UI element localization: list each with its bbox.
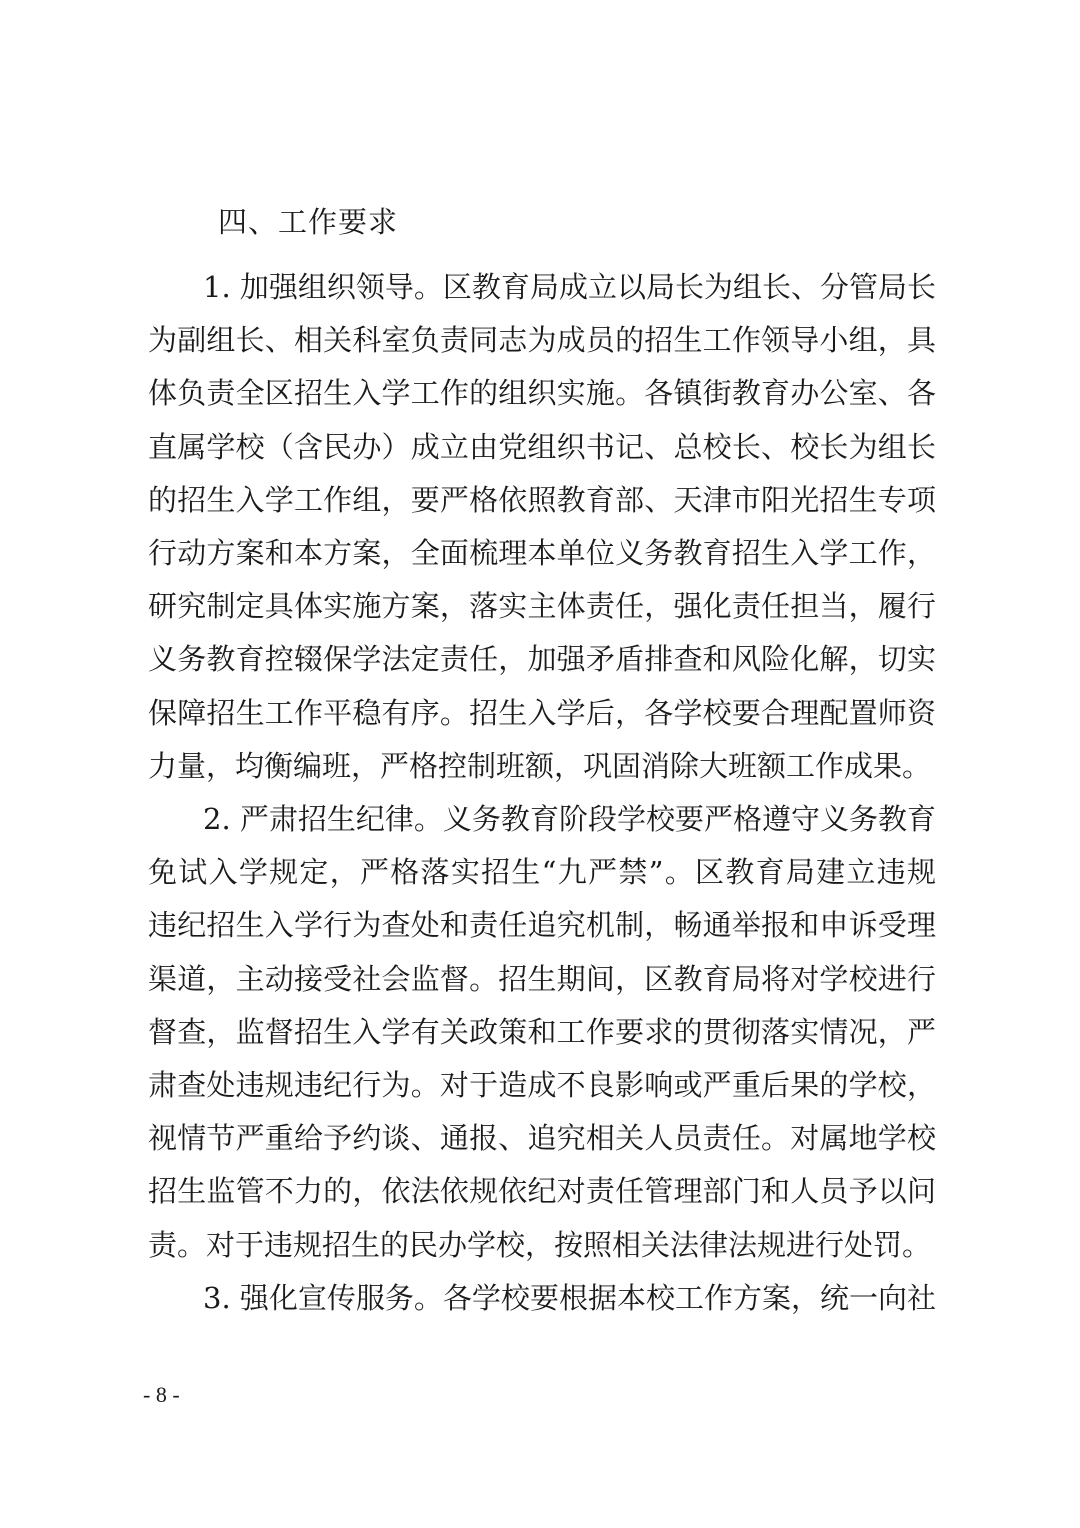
paragraph-2-line: 招生监管不力的，依法依规依纪对责任管理部门和人员予以问: [148, 1174, 936, 1209]
paragraph-2-line: 渠道，主动接受社会监督。招生期间，区教育局将对学校进行: [148, 961, 936, 996]
paragraph-2-line: 视情节严重给予约谈、通报、追究相关人员责任。对属地学校: [148, 1121, 936, 1156]
paragraph-2-line: 肃查处违规违纪行为。对于造成不良影响或严重后果的学校，: [148, 1068, 936, 1102]
paragraph-2-line: 督查，监督招生入学有关政策和工作要求的贯彻落实情况，严: [148, 1014, 936, 1049]
paragraph-1-line: 直属学校（含民办）成立由党组织书记、总校长、校长为组长: [148, 429, 936, 464]
paragraph-1-line: 研究制定具体实施方案，落实主体责任，强化责任担当，履行: [148, 589, 936, 624]
paragraph-1-line: 1. 加强组织领导。区教育局成立以局长为组长、分管局长: [203, 270, 936, 304]
paragraph-1-line: 力量，均衡编班，严格控制班额，巩固消除大班额工作成果。: [148, 748, 932, 783]
page-number: - 8 -: [143, 1382, 180, 1407]
paragraph-1-line: 保障招生工作平稳有序。招生入学后，各学校要合理配置师资: [148, 695, 936, 730]
paragraph-1-line: 为副组长、相关科室负责同志为成员的招生工作领导小组，具: [148, 323, 936, 358]
paragraph-1-line: 的招生入学工作组，要严格依照教育部、天津市阳光招生专项: [148, 482, 936, 517]
paragraph-3-line: 3. 强化宣传服务。各学校要根据本校工作方案，统一向社: [203, 1280, 936, 1315]
paragraph-2-line: 免试入学规定，严格落实招生“九严禁”。区教育局建立违规: [148, 855, 936, 890]
paragraph-1-line: 体负责全区招生入学工作的组织实施。各镇街教育办公室、各: [148, 376, 936, 411]
paragraph-2-line: 责。对于违规招生的民办学校，按照相关法律法规进行处罚。: [148, 1227, 932, 1262]
paragraph-2-line: 2. 严肃招生纪律。义务教育阶段学校要严格遵守义务教育: [203, 802, 936, 836]
paragraph-2-line: 违纪招生入学行为查处和责任追究机制，畅通举报和申诉受理: [148, 908, 936, 943]
paragraph-1-line: 行动方案和本方案，全面梳理本单位义务教育招生入学工作，: [148, 536, 936, 570]
paragraph-1-line: 义务教育控辍保学法定责任，加强矛盾排查和风险化解，切实: [148, 642, 936, 677]
section-heading: 四、工作要求: [218, 205, 399, 239]
